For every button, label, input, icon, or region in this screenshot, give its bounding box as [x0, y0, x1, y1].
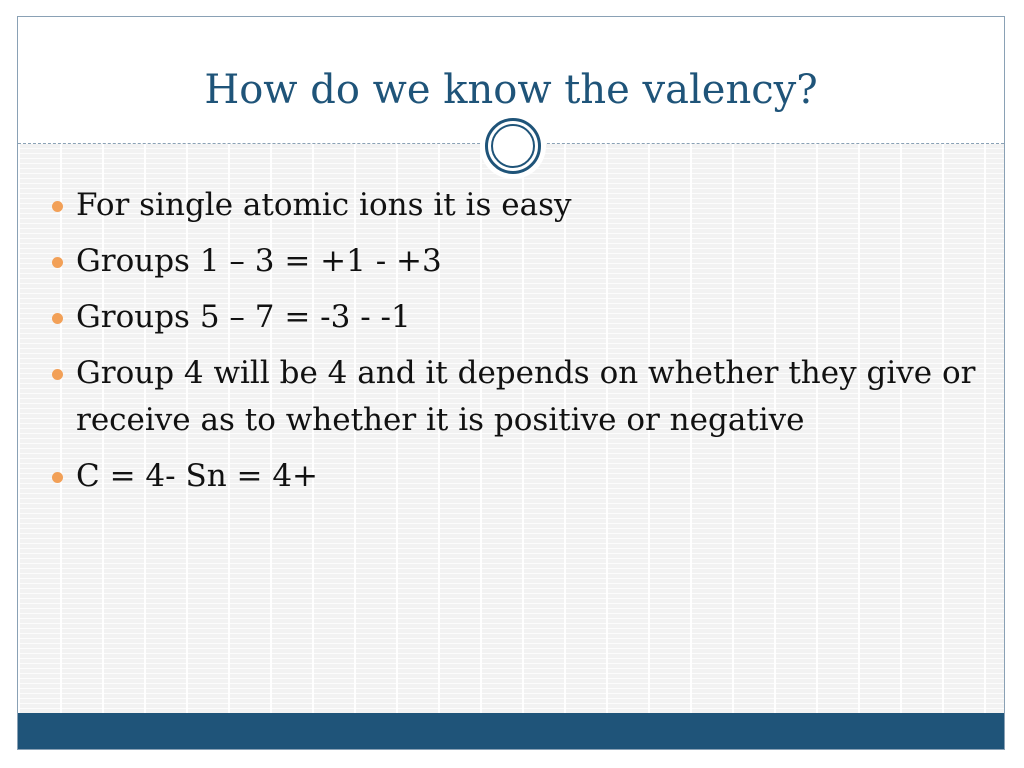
- slide-frame: [17, 16, 1005, 750]
- slide-title: How do we know the valency?: [204, 67, 818, 113]
- bullet-list: [50, 182, 990, 509]
- bullet-item: [50, 453, 990, 500]
- bullet-dot-icon: [52, 472, 63, 483]
- bullet-item: [50, 294, 990, 341]
- bullet-text: Groups 5 – 7 = -3 - -1: [76, 299, 411, 335]
- footer-accent-bar: [18, 713, 1004, 749]
- bullet-item: [50, 238, 990, 285]
- bullet-dot-icon: [52, 257, 63, 268]
- bullet-text: For single atomic ions it is easy: [76, 187, 572, 223]
- bullet-text: C = 4- Sn = 4+: [76, 458, 319, 494]
- bullet-dot-icon: [52, 313, 63, 324]
- bullet-dot-icon: [52, 369, 63, 380]
- bullet-item: [50, 182, 990, 229]
- bullet-item: [50, 350, 990, 444]
- bullet-dot-icon: [52, 201, 63, 212]
- inner-circle-icon: [491, 124, 535, 168]
- bullet-text: Groups 1 – 3 = +1 - +3: [76, 243, 442, 279]
- bullet-text: Group 4 will be 4 and it depends on whether they give or receive as to whether it is positive or negative: [76, 355, 976, 438]
